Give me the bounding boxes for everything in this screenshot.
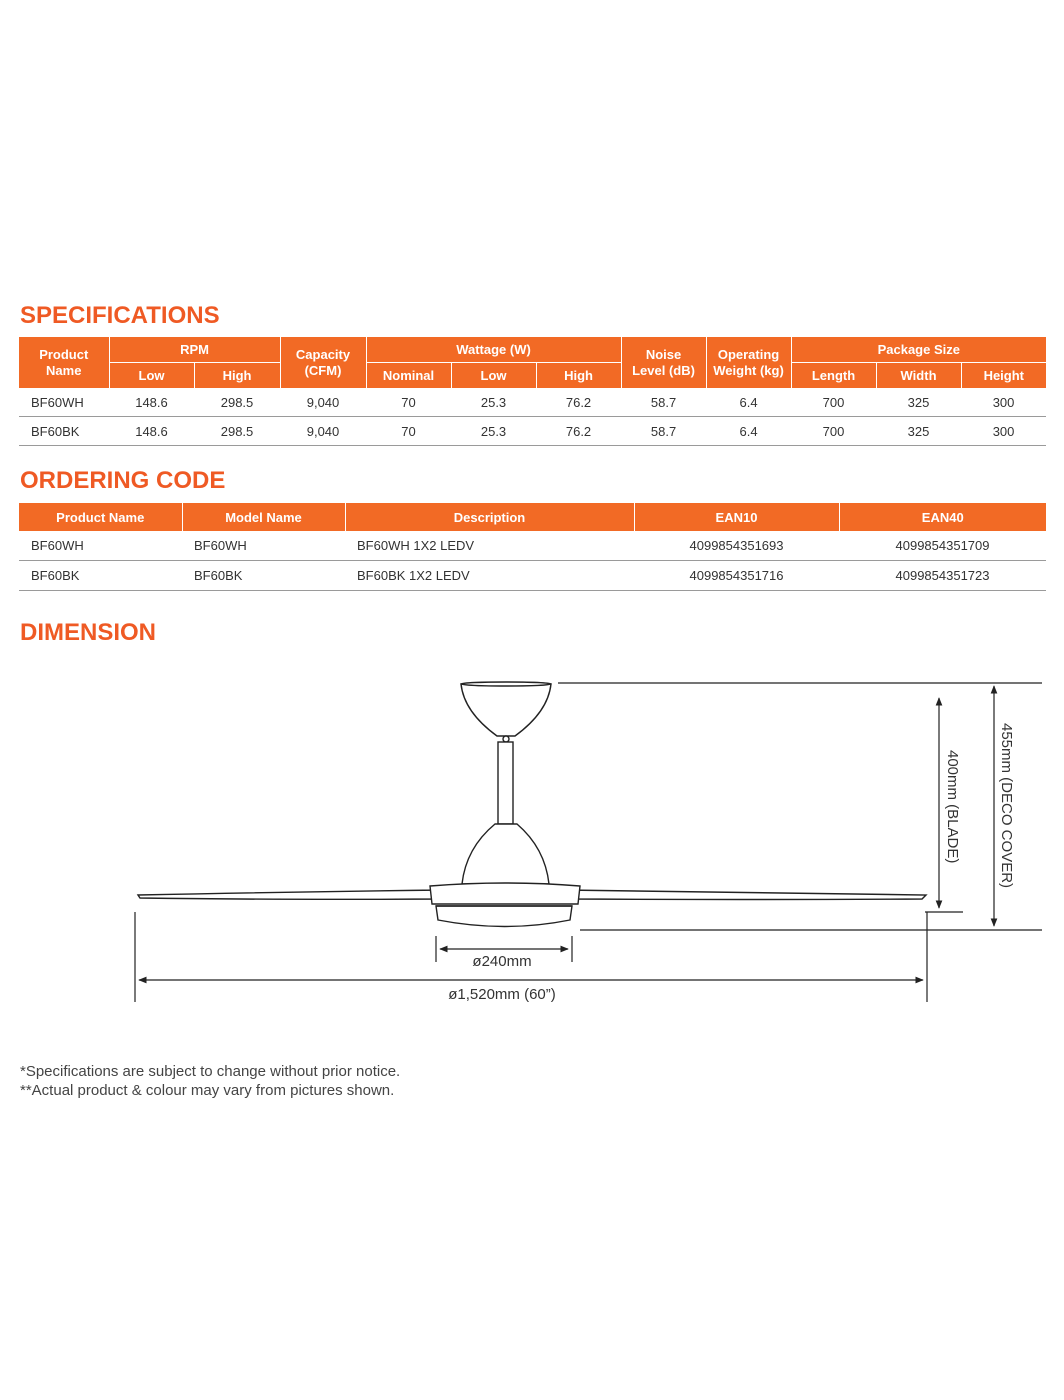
deco-cover-height-label: 455mm (DECO COVER) xyxy=(998,723,1015,889)
cell-weight: 6.4 xyxy=(706,417,791,446)
cell-wattage-low: 25.3 xyxy=(451,388,536,417)
header-noise: Noise Level (dB) xyxy=(621,337,706,388)
specifications-heading: SPECIFICATIONS xyxy=(20,302,220,329)
cell-length: 700 xyxy=(791,417,876,446)
cell-ean10: 4099854351716 xyxy=(634,561,839,591)
header-capacity: Capacity (CFM) xyxy=(280,337,366,388)
cell-rpm-low: 148.6 xyxy=(109,417,194,446)
header-wattage-high: High xyxy=(536,363,621,389)
header-rpm-high: High xyxy=(194,363,280,389)
header-weight: Operating Weight (kg) xyxy=(706,337,791,388)
cell-rpm-high: 298.5 xyxy=(194,417,280,446)
cell-rpm-low: 148.6 xyxy=(109,388,194,417)
table-row xyxy=(19,417,1046,446)
header-package-height: Height xyxy=(961,363,1046,389)
cell-product-name: BF60WH xyxy=(19,388,109,417)
cell-product-name: BF60BK xyxy=(19,417,109,446)
dimension-heading: DIMENSION xyxy=(20,619,157,646)
header-wattage-low: Low xyxy=(451,363,536,389)
blade-height-label: 400mm (BLADE) xyxy=(944,750,961,864)
header-description: Description xyxy=(345,503,634,531)
dimension-lines xyxy=(135,683,1042,1002)
header-product-name: Product Name xyxy=(19,337,109,388)
header-product-name: Product Name xyxy=(19,503,182,531)
cell-model-name: BF60BK xyxy=(182,561,345,591)
cell-wattage-high: 76.2 xyxy=(536,388,621,417)
cell-wattage-low: 25.3 xyxy=(451,417,536,446)
cell-description: BF60WH 1X2 LEDV xyxy=(345,531,634,561)
table-row xyxy=(19,531,1046,561)
cell-wattage-nominal: 70 xyxy=(366,388,451,417)
table-row xyxy=(19,388,1046,417)
specifications-table xyxy=(19,337,1046,446)
cell-height: 300 xyxy=(961,388,1046,417)
cell-description: BF60BK 1X2 LEDV xyxy=(345,561,634,591)
header-package-width: Width xyxy=(876,363,961,389)
cell-width: 325 xyxy=(876,388,961,417)
cell-weight: 6.4 xyxy=(706,388,791,417)
cell-capacity: 9,040 xyxy=(280,417,366,446)
header-package-length: Length xyxy=(791,363,876,389)
ordering-code-heading: ORDERING CODE xyxy=(20,467,226,494)
cell-wattage-high: 76.2 xyxy=(536,417,621,446)
cell-noise: 58.7 xyxy=(621,388,706,417)
header-package-size: Package Size xyxy=(791,337,1046,363)
cell-product-name: BF60BK xyxy=(19,561,182,591)
footnotes xyxy=(20,1062,400,1100)
cell-width: 325 xyxy=(876,417,961,446)
ordering-code-table xyxy=(19,503,1046,591)
table-row xyxy=(19,561,1046,591)
cell-rpm-high: 298.5 xyxy=(194,388,280,417)
body-diameter-label: ø240mm xyxy=(472,953,532,970)
cell-ean40: 4099854351709 xyxy=(839,531,1046,561)
fan-dimension-drawing xyxy=(0,660,1064,1030)
header-model-name: Model Name xyxy=(182,503,345,531)
sweep-diameter-label: ø1,520mm (60”) xyxy=(448,986,556,1003)
header-wattage: Wattage (W) xyxy=(366,337,621,363)
header-rpm: RPM xyxy=(109,337,280,363)
cell-length: 700 xyxy=(791,388,876,417)
cell-capacity: 9,040 xyxy=(280,388,366,417)
header-rpm-low: Low xyxy=(109,363,194,389)
header-wattage-nominal: Nominal xyxy=(366,363,451,389)
cell-ean40: 4099854351723 xyxy=(839,561,1046,591)
cell-model-name: BF60WH xyxy=(182,531,345,561)
header-ean10: EAN10 xyxy=(634,503,839,531)
cell-height: 300 xyxy=(961,417,1046,446)
cell-ean10: 4099854351693 xyxy=(634,531,839,561)
cell-wattage-nominal: 70 xyxy=(366,417,451,446)
footnote-specifications: *Specifications are subject to change without prior notice. xyxy=(20,1063,401,1080)
ceiling-fan-illustration xyxy=(138,682,926,927)
cell-noise: 58.7 xyxy=(621,417,706,446)
footnote-colour: **Actual product & colour may vary from pictures shown. xyxy=(20,1082,395,1099)
header-ean40: EAN40 xyxy=(839,503,1046,531)
cell-product-name: BF60WH xyxy=(19,531,182,561)
